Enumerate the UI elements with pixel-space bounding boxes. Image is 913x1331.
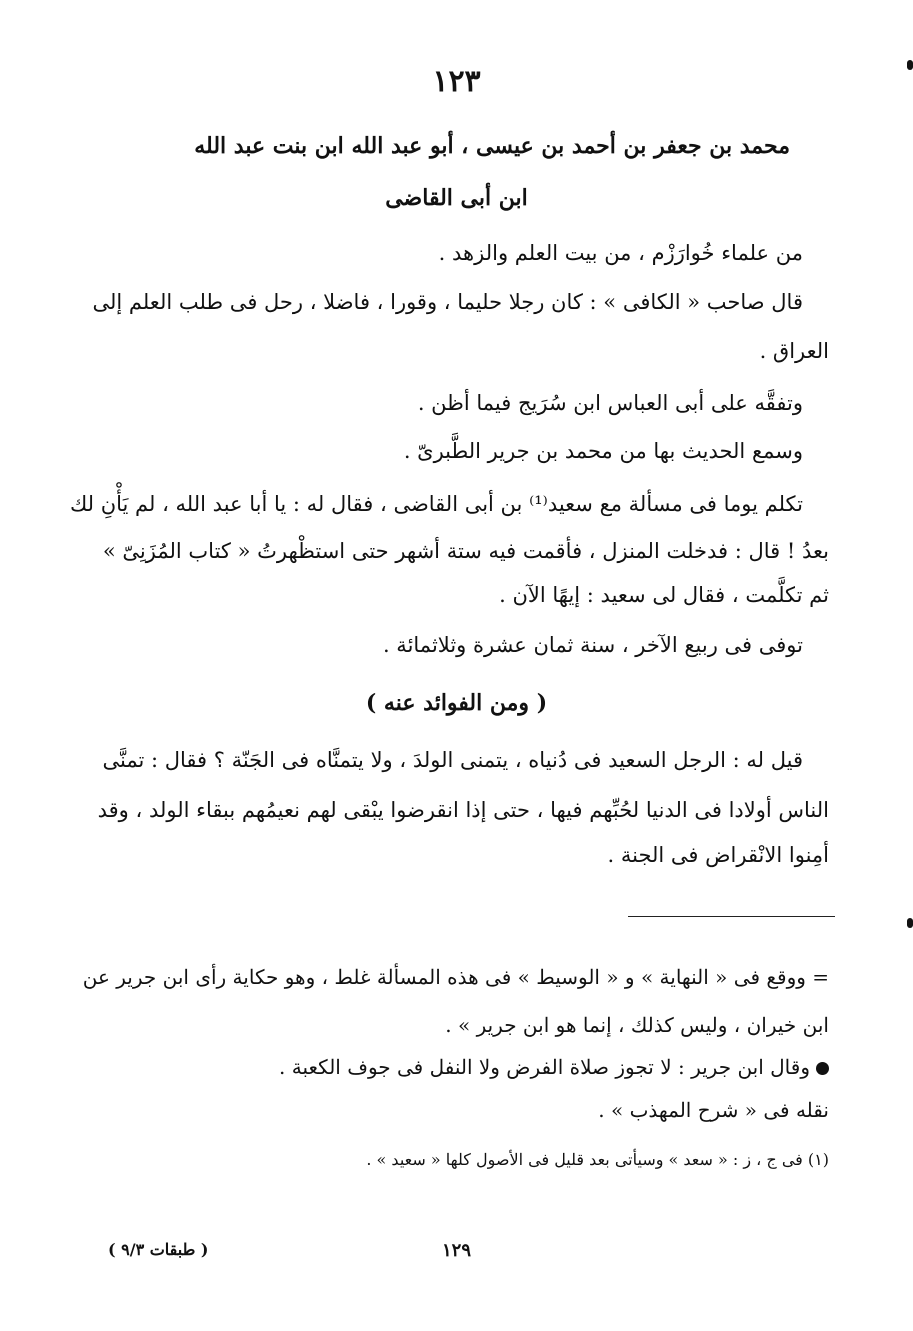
entry-number: ١٢٣: [432, 64, 481, 99]
body-line: وتفقَّه على أبى العباس ابن سُرَيج فيما أظن .: [417, 391, 803, 415]
footnote-line: = ووقع فى « النهاية » و « الوسيط » فى هذه المسألة غلط ، وهو حكاية رأى ابن جرير عن: [82, 965, 829, 989]
bullet-icon: [816, 1062, 829, 1075]
body-line: العراق .: [759, 339, 829, 363]
scan-edge-mark: [907, 60, 913, 70]
scan-edge-mark: [907, 918, 913, 928]
body-line: تكلم يوما فى مسألة مع سعيد⁽¹⁾ بن أبى القاضى ، فقال له : يا أبا عبد الله ، لم يَأْنِ لك: [69, 492, 803, 516]
footnote-divider: [628, 916, 835, 917]
benefit-line: أمِنوا الانْقراض فى الجنة .: [607, 843, 829, 867]
footnote-bullet-item: [279, 1052, 829, 1082]
footnote-note-1: (١) فى ج ، ز : « سعد » وسيأتى بعد قليل فى الأصول كلها « سعيد » .: [366, 1150, 829, 1169]
benefit-line: قيل له : الرجل السعيد فى دُنياه ، يتمنى الولدَ ، ولا يتمنَّاه فى الجَنّة ؟ فقال : تمنَّى: [102, 748, 803, 772]
body-line: من علماء خُوارَزْم ، من بيت العلم والزهد .: [438, 241, 803, 265]
body-line: ثم تكلَّمت ، فقال لى سعيد : إيهًا الآن .: [499, 583, 829, 607]
printer-signature: ( طبقات ٩/٣ ): [108, 1240, 209, 1259]
section-heading: ( ومن الفوائد عنه ): [365, 690, 548, 716]
footnote-line: ابن خيران ، وليس كذلك ، إنما هو ابن جرير » .: [445, 1013, 829, 1037]
entry-heading-line-2: ابن أبى القاضى: [385, 185, 528, 211]
body-line: وسمع الحديث بها من محمد بن جرير الطَّبرىّ .: [403, 439, 803, 463]
body-line: توفى فى ربيع الآخر ، سنة ثمان عشرة وثلاثمائة .: [382, 633, 803, 657]
entry-heading-line-1: محمد بن جعفر بن أحمد بن عيسى ، أبو عبد الله ابن بنت عبد الله: [194, 133, 790, 159]
footnote-line: نقله فى « شرح المهذب » .: [598, 1098, 829, 1122]
footnote-bullet-text: وقال ابن جرير : لا تجوز صلاة الفرض ولا النفل فى جوف الكعبة .: [279, 1055, 810, 1079]
page-folio: ١٢٩: [441, 1240, 471, 1261]
body-line: قال صاحب « الكافى » : كان رجلا حليما ، وقورا ، فاضلا ، رحل فى طلب العلم إلى: [92, 290, 803, 314]
benefit-line: الناس أولادا فى الدنيا لحُبِّهم فيها ، حتى إذا انقرضوا يبْقى لهم نعيمُهم ببقاء الولد ، وقد: [97, 798, 829, 822]
body-line: بعدُ ! قال : فدخلت المنزل ، فأقمت فيه ستة أشهر حتى استظْهرتُ « كتاب المُزَنِىّ »: [102, 539, 829, 563]
